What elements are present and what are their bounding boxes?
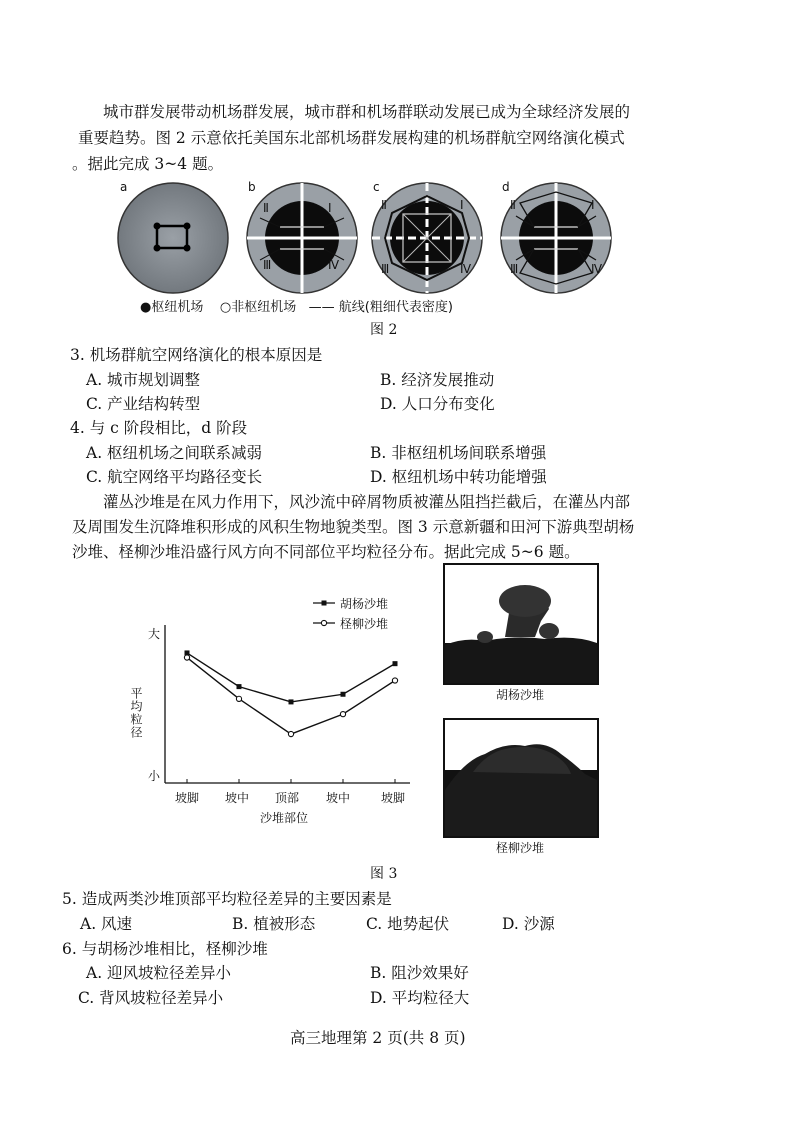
photo-tamarix-dune xyxy=(443,718,599,838)
fig2-caption: 图 2 xyxy=(370,322,398,338)
q5-option-c[interactable]: C. 地势起伏 xyxy=(366,915,450,933)
fig2-legend xyxy=(140,296,453,315)
legend-series-1-marker xyxy=(322,601,327,606)
x-tick-4: 坡中 xyxy=(326,791,351,805)
legend-route: 航线(粗细代表密度) xyxy=(338,300,453,315)
panel-label-a: a xyxy=(120,180,128,194)
series-1-point xyxy=(289,699,294,704)
legend-hub: 枢纽机场 xyxy=(151,300,204,315)
photo2-caption: 柽柳沙堆 xyxy=(496,841,545,855)
fig3-caption: 图 3 xyxy=(370,866,398,882)
d-quad-3: Ⅲ xyxy=(510,262,519,276)
legend-nonhub: 非枢纽机场 xyxy=(231,300,297,315)
x-tick-5: 坡脚 xyxy=(381,791,406,805)
x-axis-label: 沙堆部位 xyxy=(260,811,309,825)
route-line-icon: —— xyxy=(308,300,335,315)
series-2-point xyxy=(288,731,293,736)
c-quad-3: Ⅲ xyxy=(381,262,390,276)
q6-option-b[interactable]: B. 阻沙效果好 xyxy=(370,964,469,982)
intro2-line3: 沙堆、柽柳沙堆沿盛行风方向不同部位平均粒径分布。据此完成 5~6 题。 xyxy=(72,543,580,561)
panel-b xyxy=(247,183,357,293)
q3-stem: 3. 机场群航空网络演化的根本原因是 xyxy=(70,346,323,364)
q6-option-d[interactable]: D. 平均粒径大 xyxy=(370,989,470,1007)
x-tick-3: 顶部 xyxy=(275,791,300,805)
x-tick-1: 坡脚 xyxy=(175,791,200,805)
panel-label-b: b xyxy=(248,180,256,194)
q3-option-b[interactable]: B. 经济发展推动 xyxy=(380,371,495,389)
photo-populus-dune xyxy=(443,563,599,685)
legend-series-2-marker xyxy=(321,620,326,625)
c-quad-4: Ⅳ xyxy=(460,262,472,276)
intro1-line3: 。据此完成 3~4 题。 xyxy=(72,155,224,173)
q3-option-d[interactable]: D. 人口分布变化 xyxy=(380,395,495,413)
series-1-point xyxy=(393,661,398,666)
series-1-point xyxy=(237,684,242,689)
series-1-point xyxy=(341,692,346,697)
q4-option-b[interactable]: B. 非枢纽机场间联系增强 xyxy=(370,444,547,462)
intro1-line1: 城市群发展带动机场群发展，城市群和机场群联动发展已成为全球经济发展的 xyxy=(103,103,631,121)
d-quad-4: Ⅳ xyxy=(591,262,603,276)
panel-label-d: d xyxy=(502,180,510,194)
y-tick-bottom: 小 xyxy=(148,769,161,783)
series-2-point xyxy=(392,678,397,683)
figure-3-chart xyxy=(130,585,420,835)
q6-stem: 6. 与胡杨沙堆相比，柽柳沙堆 xyxy=(62,940,268,958)
series-2-point xyxy=(236,696,241,701)
q3-option-c[interactable]: C. 产业结构转型 xyxy=(86,395,201,413)
q6-option-a[interactable]: A. 迎风坡粒径差异小 xyxy=(86,964,232,982)
y-tick-top: 大 xyxy=(148,627,161,641)
tamarix-dune-image xyxy=(445,720,597,836)
b-quad-2: Ⅱ xyxy=(263,201,269,215)
q5-option-b[interactable]: B. 植被形态 xyxy=(232,915,316,933)
b-quad-3: Ⅲ xyxy=(263,258,272,272)
series-2-point xyxy=(184,655,189,660)
series-2-point xyxy=(340,712,345,717)
x-tick-2: 坡中 xyxy=(225,791,250,805)
panel-a xyxy=(118,183,228,293)
q5-stem: 5. 造成两类沙堆顶部平均粒径差异的主要因素是 xyxy=(62,890,392,908)
y-axis-label: 平均粒径 xyxy=(129,687,143,739)
nonhub-marker-icon: ○ xyxy=(219,300,232,315)
q3-option-a[interactable]: A. 城市规划调整 xyxy=(86,371,201,389)
intro2-line1: 灌丛沙堆是在风力作用下，风沙流中碎屑物质被灌丛阻挡拦截后，在灌丛内部 xyxy=(103,493,631,511)
hub-marker-icon: ● xyxy=(140,300,152,315)
q6-option-c[interactable]: C. 背风坡粒径差异小 xyxy=(78,989,224,1007)
series-1-line xyxy=(187,653,395,702)
intro2-line2: 及周围发生沉降堆积形成的风积生物地貌类型。图 3 示意新疆和田河下游典型胡杨 xyxy=(72,518,635,536)
legend-series-1-label: 胡杨沙堆 xyxy=(340,597,389,611)
d-quad-2: Ⅱ xyxy=(510,198,516,212)
q4-option-c[interactable]: C. 航空网络平均路径变长 xyxy=(86,468,263,486)
panel-label-c: c xyxy=(373,180,380,194)
panel-c xyxy=(372,183,482,293)
populus-dune-image xyxy=(445,565,597,683)
c-quad-1: Ⅰ xyxy=(460,198,464,212)
page-footer: 高三地理第 2 页(共 8 页) xyxy=(290,1029,466,1047)
c-quad-2: Ⅱ xyxy=(381,198,387,212)
b-quad-4: Ⅳ xyxy=(328,258,340,272)
q5-option-d[interactable]: D. 沙源 xyxy=(502,915,555,933)
b-quad-1: Ⅰ xyxy=(328,201,332,215)
q4-option-d[interactable]: D. 枢纽机场中转功能增强 xyxy=(370,468,547,486)
d-quad-1: Ⅰ xyxy=(591,198,595,212)
q4-stem: 4. 与 c 阶段相比，d 阶段 xyxy=(70,419,248,437)
q5-option-a[interactable]: A. 风速 xyxy=(80,915,133,933)
q4-option-a[interactable]: A. 枢纽机场之间联系减弱 xyxy=(86,444,263,462)
legend-series-2-label: 柽柳沙堆 xyxy=(340,617,389,631)
photo1-caption: 胡杨沙堆 xyxy=(496,688,545,702)
intro1-line2: 重要趋势。图 2 示意依托美国东北部机场群发展构建的机场群航空网络演化模式 xyxy=(78,129,625,147)
series-2-line xyxy=(187,658,395,735)
